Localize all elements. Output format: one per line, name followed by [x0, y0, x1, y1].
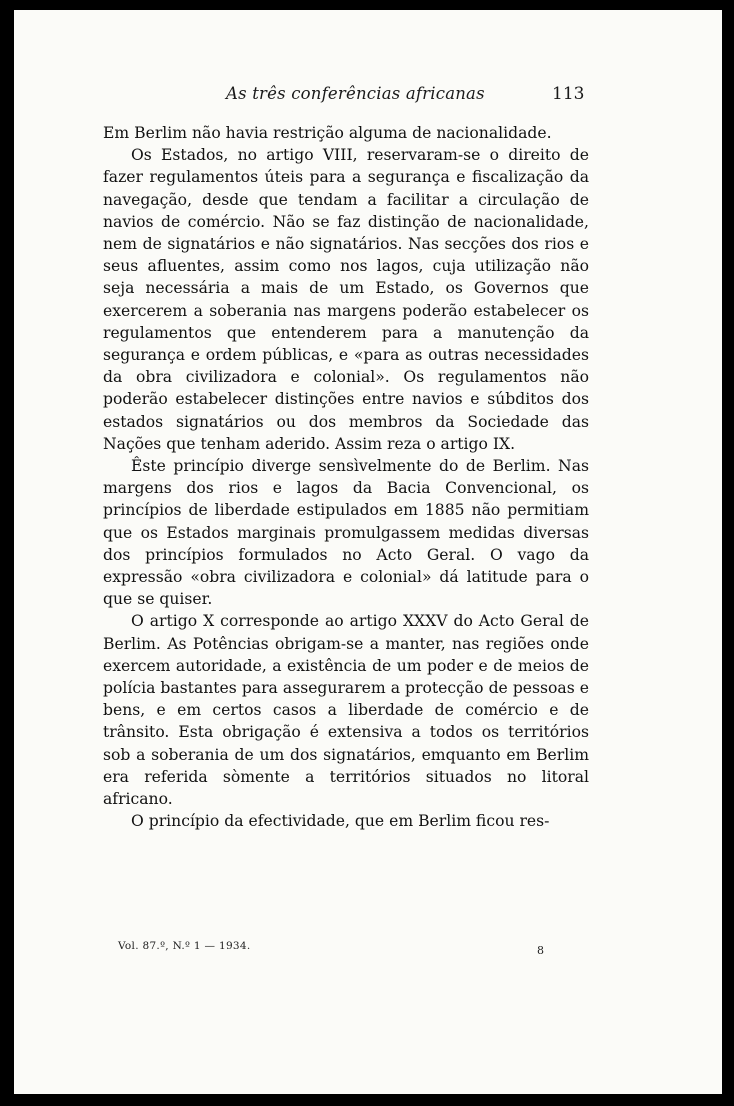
body-text [103, 122, 589, 833]
paragraph-3: Êste princípio diverge sensìvelmente do de Berlim. Nas margens dos rios e lagos da Bacia Convencional, os princípios de liberdade estipulados em 1885 não permitiam que os Estados marginais promulgassem medidas diversas dos princípios formulados no Acto Geral. O vago da expressão «obra civilizadora e colonial» dá latitude para o que se quiser. [103, 457, 589, 609]
paragraph-5: O princípio da efectividade, que em Berlim ficou res- [131, 812, 550, 831]
signature-mark: Vol. 87.º, N.º 1 — 1934. [118, 940, 251, 952]
book-page [14, 10, 722, 1094]
sheet-number: 8 [537, 944, 544, 957]
page-footer [14, 940, 722, 962]
paragraph-1: Em Berlim não havia restrição alguma de nacionalidade. [103, 124, 552, 142]
paragraph-4: O artigo X corresponde ao artigo XXXV do Acto Geral de Berlim. As Potências obrigam-se a manter, nas regiões onde exercem autoridade, a existência de um poder e de meios de polícia bastantes para assegurarem a protecção de pessoas e bens, e em certos casos a liberdade de comércio e de trânsito. Esta obrigação é extensiva a todos os territórios sob a soberania de um dos signatários, emquanto em Berlim era referida sòmente a territórios situados no litoral africano. [103, 612, 589, 809]
running-title: As três conferências africanas [226, 84, 485, 103]
page-number: 113 [552, 84, 585, 104]
page-header [14, 84, 722, 112]
paragraph-2: Os Estados, no artigo VIII, reservaram-se o direito de fazer regulamentos úteis para a segurança e fiscalização da navegação, desde que tendam a facilitar a circulação de navios de comércio. Não se faz distinção de nacionalidade, nem de signatários e não signatários. Nas secções dos rios e seus afluentes, assim como nos lagos, cuja utilização não seja necessária a mais de um Estado, os Governos que exercerem a soberania nas margens poderão estabelecer os regulamentos que entenderem para a manutenção da segurança e ordem públicas, e «para as outras necessidades da obra civilizadora e colonial». Os regulamentos não poderão estabelecer distinções entre navios e súbditos dos estados signatários ou dos membros da Sociedade das Nações que tenham aderido. Assim reza o artigo IX. [103, 146, 589, 453]
